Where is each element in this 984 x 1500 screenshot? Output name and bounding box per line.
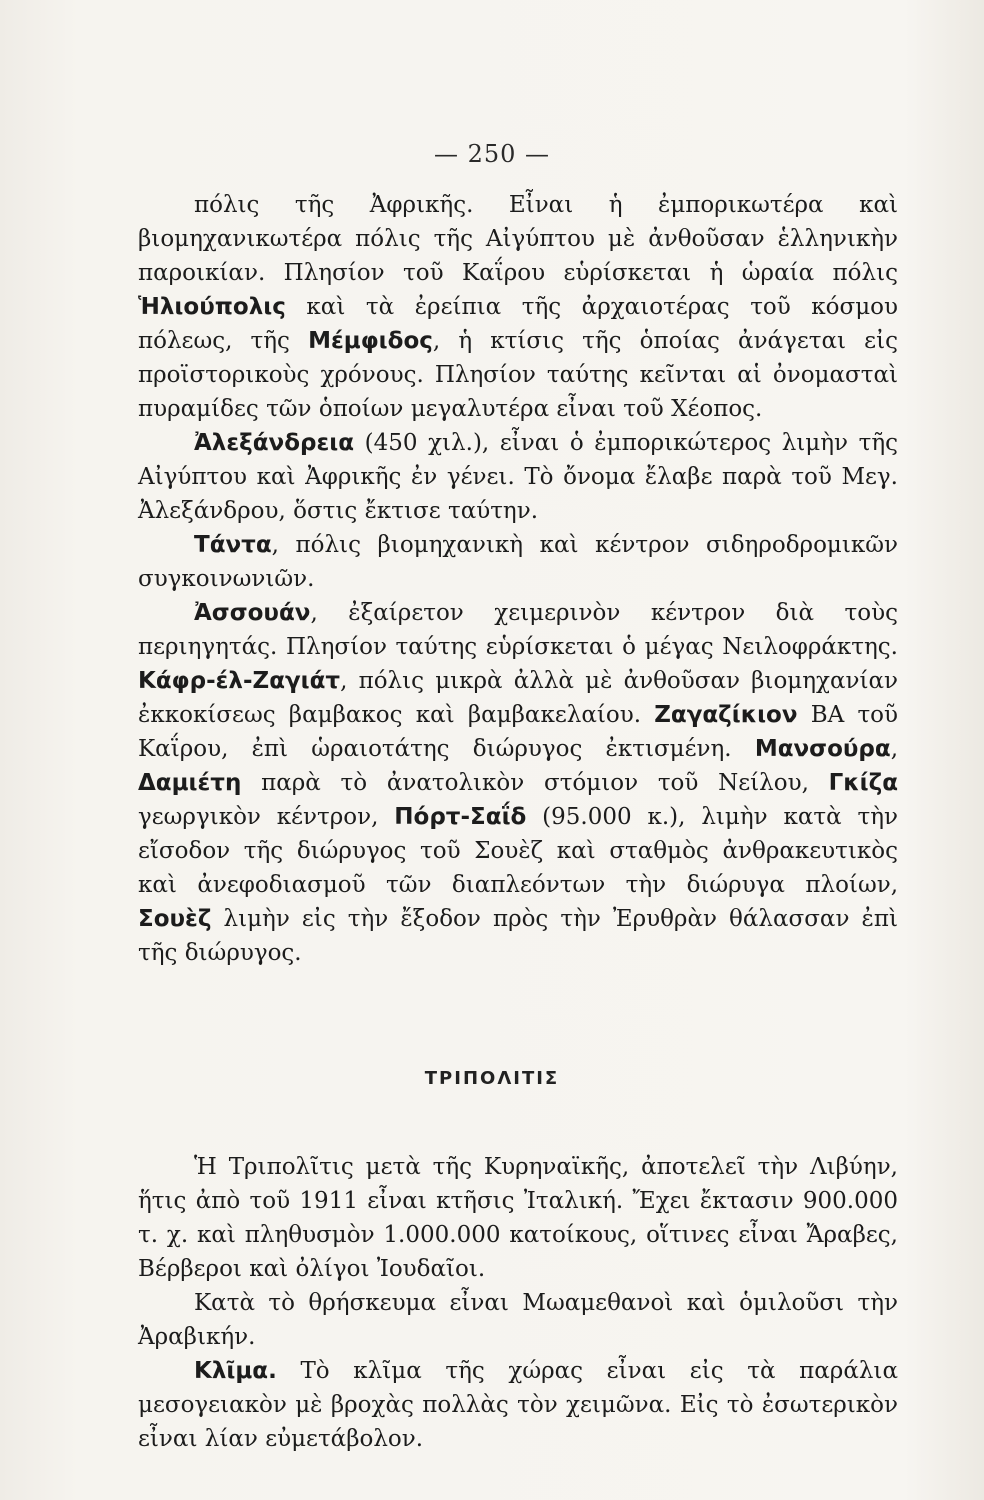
bold-term: Τάντα	[194, 532, 272, 558]
bold-term: Ἡλιούπολις	[138, 294, 286, 320]
paragraph	[138, 1354, 898, 1456]
bold-term: Ζαγαζίκιον	[654, 702, 798, 728]
text-run: , πόλις μικρὰ ἀλλὰ μὲ ἀνθοῦσαν βιομηχανίαν ἐκκοκίσεως βαμβακος καὶ βαμβακελαίου.	[138, 668, 898, 728]
text-run: καὶ τὰ ἐρείπια τῆς ἀρχαιοτέρας τοῦ κόσμου πόλεως, τῆς	[138, 294, 898, 354]
bold-term: Κάφρ-έλ-Ζαγιάτ	[138, 668, 341, 694]
section-title-tripolitis: ΤΡΙΠΟΛΙΤΙΣ	[424, 1068, 560, 1089]
bold-term: Γκίζα	[828, 770, 898, 796]
text-run: γεωργικὸν κέντρον,	[138, 804, 395, 830]
text-run: (95.000 κ.), λιμὴν κατὰ τὴν εἴσοδον τῆς διώρυγος τοῦ Σουὲζ καὶ σταθμὸς ἀνθρακευτικὸς καὶ ἀνεφοδιασμοῦ τῶν διαπλεόντων τὴν διώρυγα πλοίων,	[138, 804, 898, 898]
egypt-cities-text	[138, 188, 898, 970]
paragraph	[138, 1286, 898, 1354]
text-run: παρὰ τὸ ἀνατολικὸν στόμιον τοῦ Νείλου,	[241, 770, 829, 796]
bold-term: Σουὲζ	[138, 906, 212, 932]
text-run: ,	[890, 736, 898, 762]
text-run: Ἡ Τριπολῖτις μετὰ τῆς Κυρηναϊκῆς, ἀποτελεῖ τὴν Λιβύην, ἥτις ἀπὸ τοῦ 1911 εἶναι κτῆσις Ἰταλική. Ἔχει ἔκτασιν 900.000 τ. χ. καὶ πληθυσμὸν 1.000.000 κατοίκους, οἵτινες εἶναι Ἄραβες, Βέρβεροι καὶ ὀλίγοι Ἰουδαῖοι.	[138, 1154, 898, 1282]
bold-term: Κλῖμα.	[194, 1358, 277, 1384]
text-run: Κατὰ τὸ θρήσκευμα εἶναι Μωαμεθανοὶ καὶ ὁμιλοῦσι τὴν Ἀραβικήν.	[138, 1290, 898, 1350]
text-run: , ἡ κτίσις τῆς ὁποίας ἀνάγεται εἰς προϊστορικοὺς χρόνους. Πλησίον ταύτης κεῖνται αἱ ὀνομασταὶ πυραμίδες τῶν ὁποίων μεγαλυτέρα εἶναι τοῦ Χέοπος.	[138, 328, 898, 422]
text-run: πόλις τῆς Ἀφρικῆς. Εἶναι ἡ ἐμπορικωτέρα καὶ βιομηχανικωτέρα πόλις τῆς Αἰγύπτου μὲ ἀνθοῦσαν ἑλληνικὴν παροικίαν. Πλησίον τοῦ Καΐρου εὑρίσκεται ἡ ὡραία πόλις	[138, 192, 898, 286]
page-number: — 250 —	[433, 140, 551, 168]
text-run: , ἐξαίρετον χειμερινὸν κέντρον διὰ τοὺς περιηγητάς. Πλησίον ταύτης εὑρίσκεται ὁ μέγας Νειλοφράκτης.	[138, 600, 898, 660]
text-run: (450 χιλ.), εἶναι ὁ ἐμπορικώτερος λιμὴν τῆς Αἰγύπτου καὶ Ἀφρικῆς ἐν γένει. Τὸ ὄνομα ἔλαβε παρὰ τοῦ Μεγ. Ἀλεξάνδρου, ὅστις ἔκτισε ταύτην.	[138, 430, 898, 524]
bold-term: Μέμφιδος	[308, 328, 433, 354]
bold-term: Δαμιέτη	[138, 770, 242, 796]
paragraph	[138, 596, 898, 970]
paragraph	[138, 528, 898, 596]
bold-term: Ἀσσουάν	[194, 600, 311, 626]
tripolitis-text	[138, 1150, 898, 1456]
bold-term: Πόρτ-Σαΐδ	[394, 804, 527, 830]
text-run: Τὸ κλῖμα τῆς χώρας εἶναι εἰς τὰ παράλια μεσογειακὸν μὲ βροχὰς πολλὰς τὸν χειμῶνα. Εἰς τὸ ἐσωτερικὸν εἶναι λίαν εὐμετάβολον.	[138, 1358, 898, 1452]
text-run: ΒΑ τοῦ Καΐρου, ἐπὶ ὡραιοτάτης διώρυγος ἐκτισμένη.	[138, 702, 899, 762]
text-run: , πόλις βιομηχανικὴ καὶ κέντρον σιδηροδρομικῶν συγκοινωνιῶν.	[138, 532, 898, 592]
bold-term: Μανσούρα	[754, 736, 891, 762]
paragraph	[138, 188, 898, 426]
bold-term: Ἀλεξάνδρεια	[194, 430, 355, 456]
text-run: λιμὴν εἰς τὴν ἔξοδον πρὸς τὴν Ἐρυθρὰν θάλασσαν ἐπὶ τῆς διώρυγος.	[138, 906, 898, 966]
paragraph	[138, 1150, 898, 1286]
paragraph	[138, 426, 898, 528]
